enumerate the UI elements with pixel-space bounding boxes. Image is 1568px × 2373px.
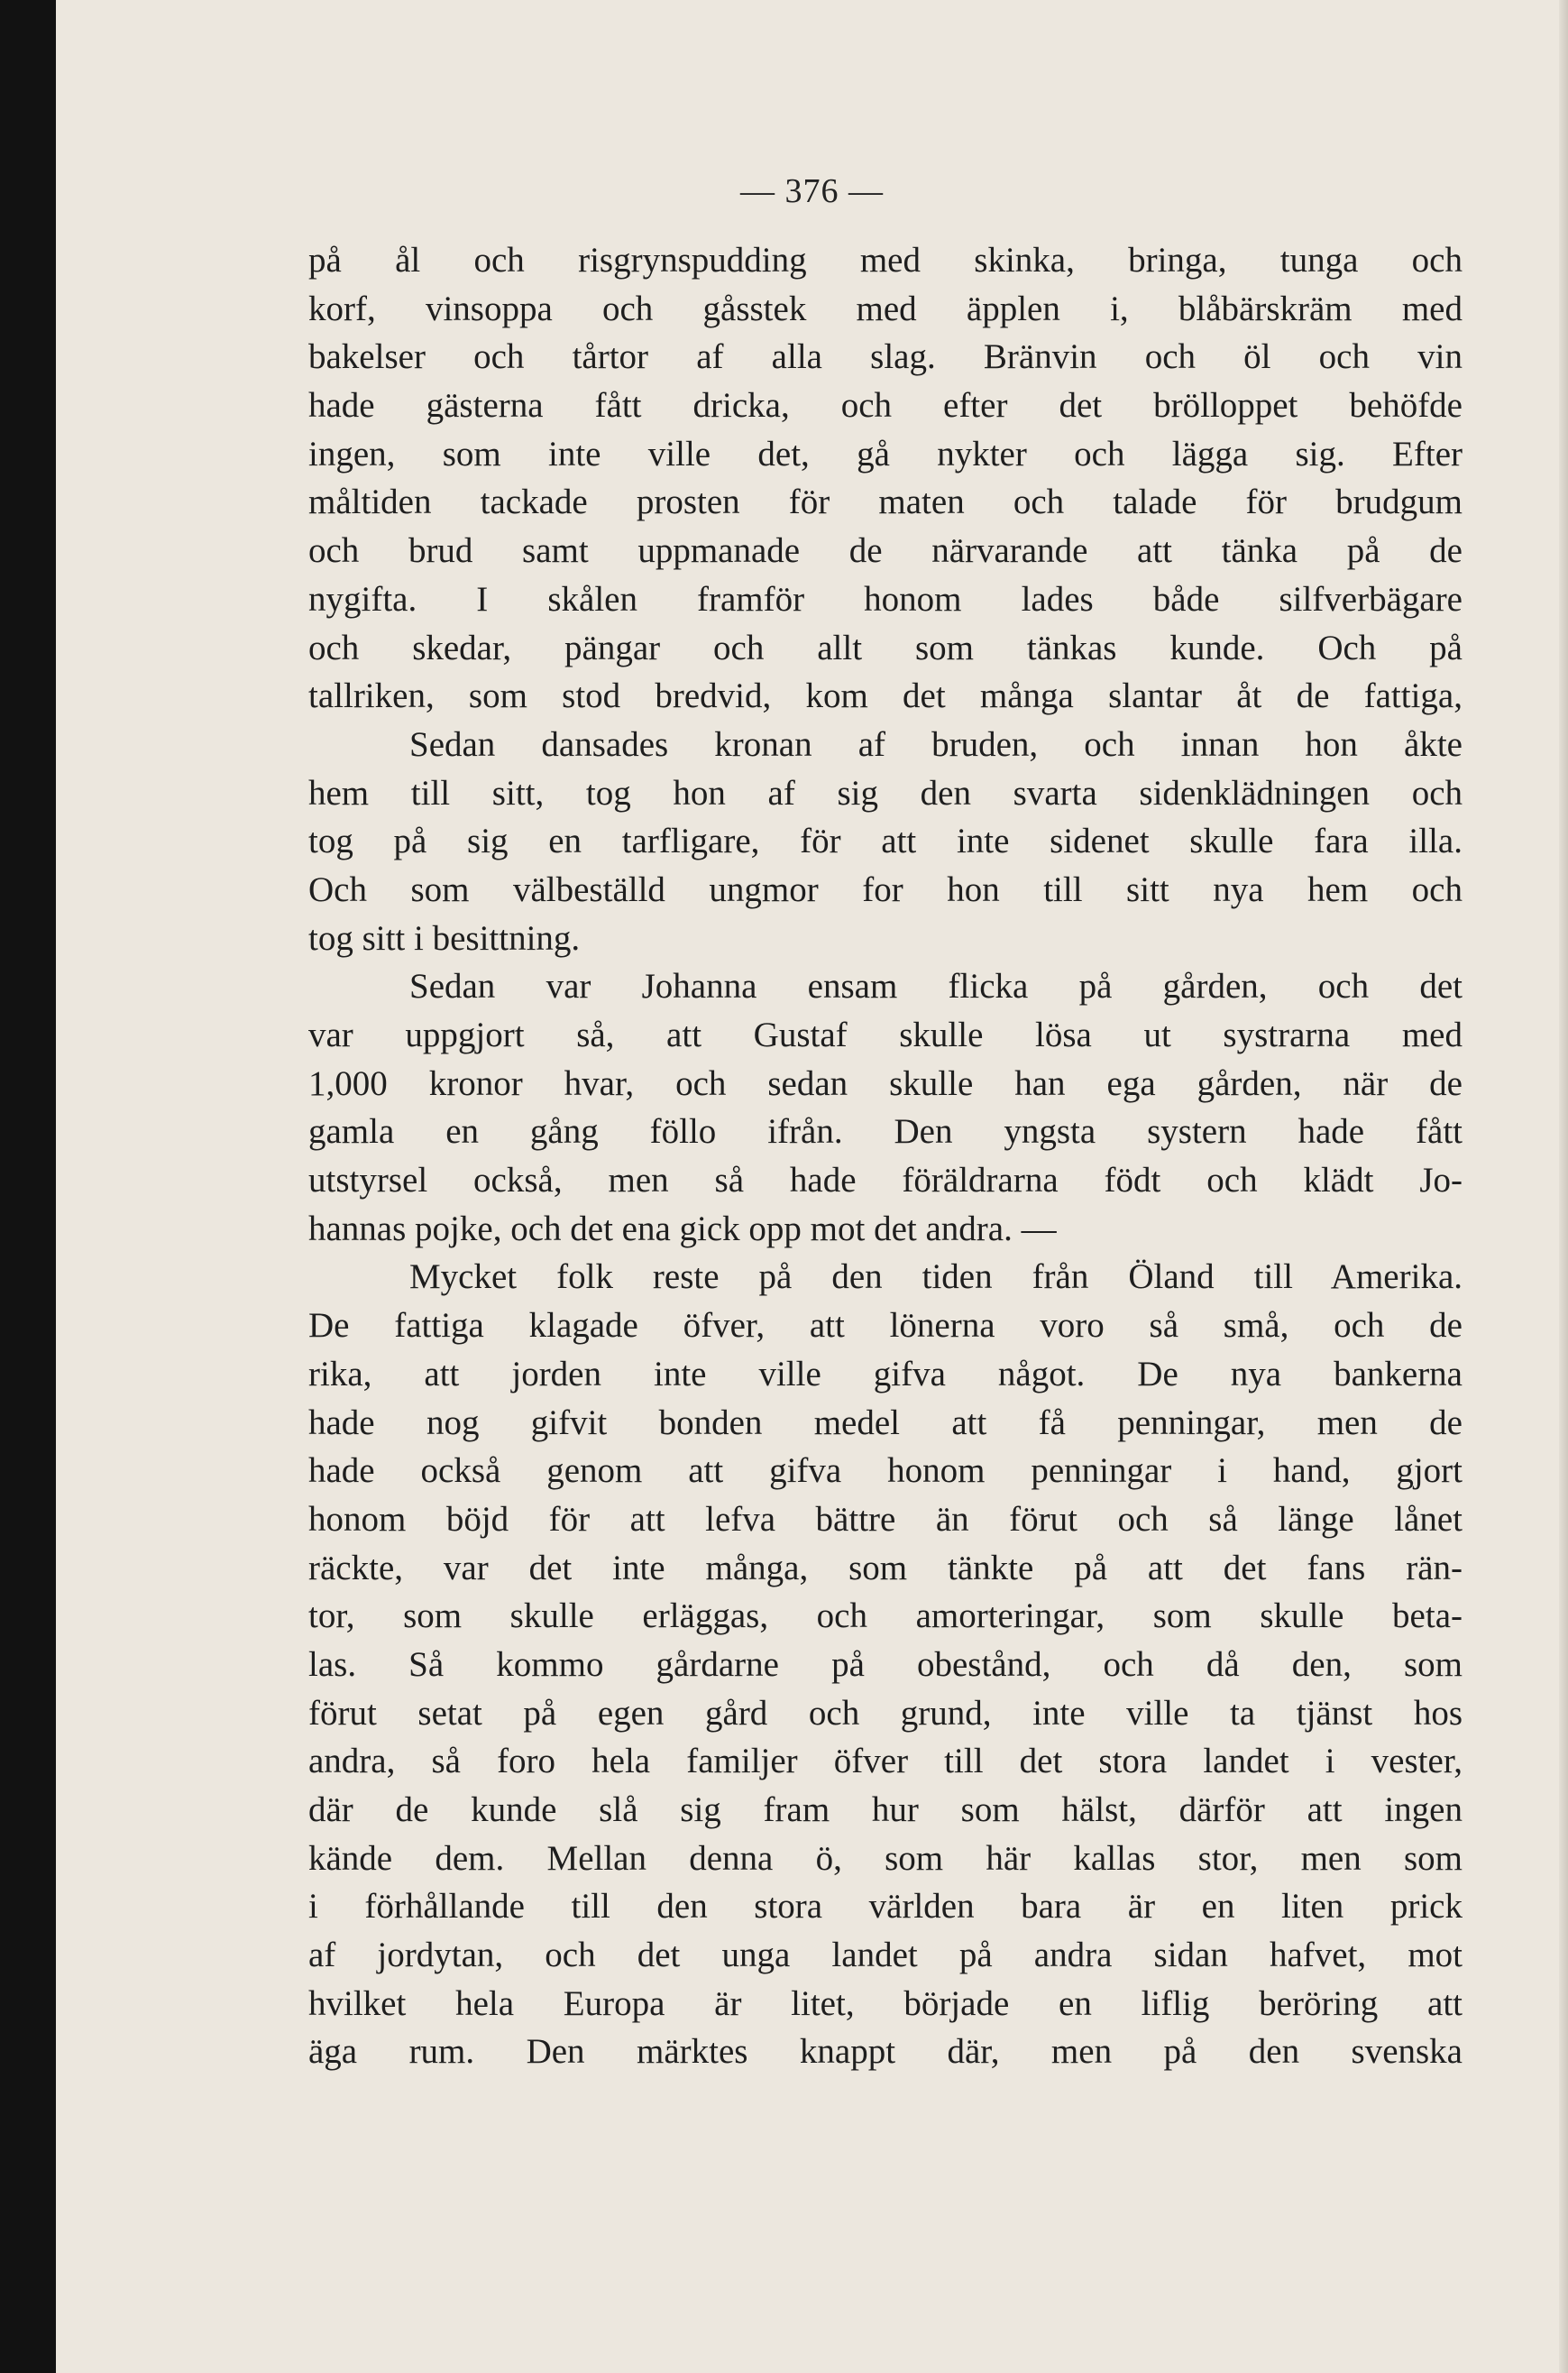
text-line: räckte, var det inte många, som tänkte på att det fans rän- [308, 1548, 1463, 1587]
text-line: las. Så kommo gårdarne på obestånd, och då den, som [308, 1644, 1463, 1684]
body-text [308, 236, 1463, 2076]
text-line: rika, att jorden inte ville gifva något. De nya bankerna [308, 1354, 1463, 1393]
text-line: i förhållande till den stora världen bara är en liten prick [308, 1887, 1463, 1927]
text-line: hade gästerna fått dricka, och efter det brölloppet behöfde [308, 386, 1463, 426]
text-line: måltiden tackade prosten för maten och talade för brudgum [308, 483, 1463, 522]
text-line: korf, vinsoppa och gåsstek med äpplen i, blåbärskräm med [308, 289, 1463, 328]
scan-left-border [0, 0, 56, 2373]
text-line: honom böjd för att lefva bättre än förut och så länge lånet [308, 1499, 1463, 1539]
text-line: kände dem. Mellan denna ö, som här kallas stor, men som [308, 1838, 1463, 1878]
text-line: 1,000 kronor hvar, och sedan skulle han ega gården, när de [308, 1063, 1463, 1103]
text-line: på ål och risgrynspudding med skinka, bringa, tunga och [308, 241, 1463, 280]
text-line: utstyrsel också, men så hade föräldrarna födt och klädt Jo- [308, 1161, 1463, 1200]
text-line: nygifta. I skålen framför honom lades både silfverbägare [308, 579, 1463, 619]
text-line: Mycket folk reste på den tiden från Öland till Amerika. [409, 1257, 1463, 1297]
text-line: tor, som skulle erläggas, och amorteringar, som skulle beta- [308, 1596, 1463, 1636]
text-line: Och som välbeställd ungmor for hon till sitt nya hem och [308, 869, 1463, 909]
text-line: tallriken, som stod bredvid, kom det många slantar åt de fattiga, [308, 676, 1463, 716]
book-page [56, 0, 1568, 2373]
text-line: hade också genom att gifva honom penningar i hand, gjort [308, 1451, 1463, 1491]
text-line: tog sitt i besittning. [308, 918, 581, 958]
text-line: andra, så foro hela familjer öfver till det stora landet i vester, [308, 1742, 1463, 1781]
text-line: var uppgjort så, att Gustaf skulle lösa ut systrarna med [308, 1016, 1463, 1054]
text-line: förut setat på egen gård och grund, inte ville ta tjänst hos [308, 1693, 1463, 1733]
text-line: hvilket hela Europa är litet, började en liflig beröring att [308, 1983, 1463, 2023]
text-line: och brud samt uppmanade de närvarande att tänka på de [308, 531, 1463, 571]
page-number: — 376 — [740, 172, 884, 210]
text-line: De fattiga klagade öfver, att lönerna voro så små, och de [308, 1306, 1463, 1346]
text-line: Sedan var Johanna ensam flicka på gården, och det [409, 967, 1463, 1007]
text-line: hannas pojke, och det ena gick opp mot det andra. — [308, 1209, 1057, 1248]
text-line: gamla en gång föllo ifrån. Den yngsta systern hade fått [308, 1112, 1463, 1152]
text-line: tog på sig en tarfligare, för att inte sidenet skulle fara illa. [308, 822, 1463, 861]
text-line: där de kunde slå sig fram hur som hälst, därför att ingen [308, 1790, 1463, 1829]
text-line: ingen, som inte ville det, gå nykter och lägga sig. Efter [308, 434, 1463, 474]
text-line: hade nog gifvit bonden medel att få penningar, men de [308, 1403, 1463, 1442]
text-line: hem till sitt, tog hon af sig den svarta sidenklädningen och [308, 773, 1463, 813]
text-line: af jordytan, och det unga landet på andra sidan hafvet, mot [308, 1936, 1463, 1975]
text-line: och skedar, pängar och allt som tänkas kunde. Och på [308, 628, 1463, 667]
text-line: äga rum. Den märktes knappt där, men på den svenska [308, 2032, 1463, 2072]
text-line: bakelser och tårtor af alla slag. Bränvin och öl och vin [308, 337, 1463, 377]
text-line: Sedan dansades kronan af bruden, och innan hon åkte [409, 724, 1463, 764]
